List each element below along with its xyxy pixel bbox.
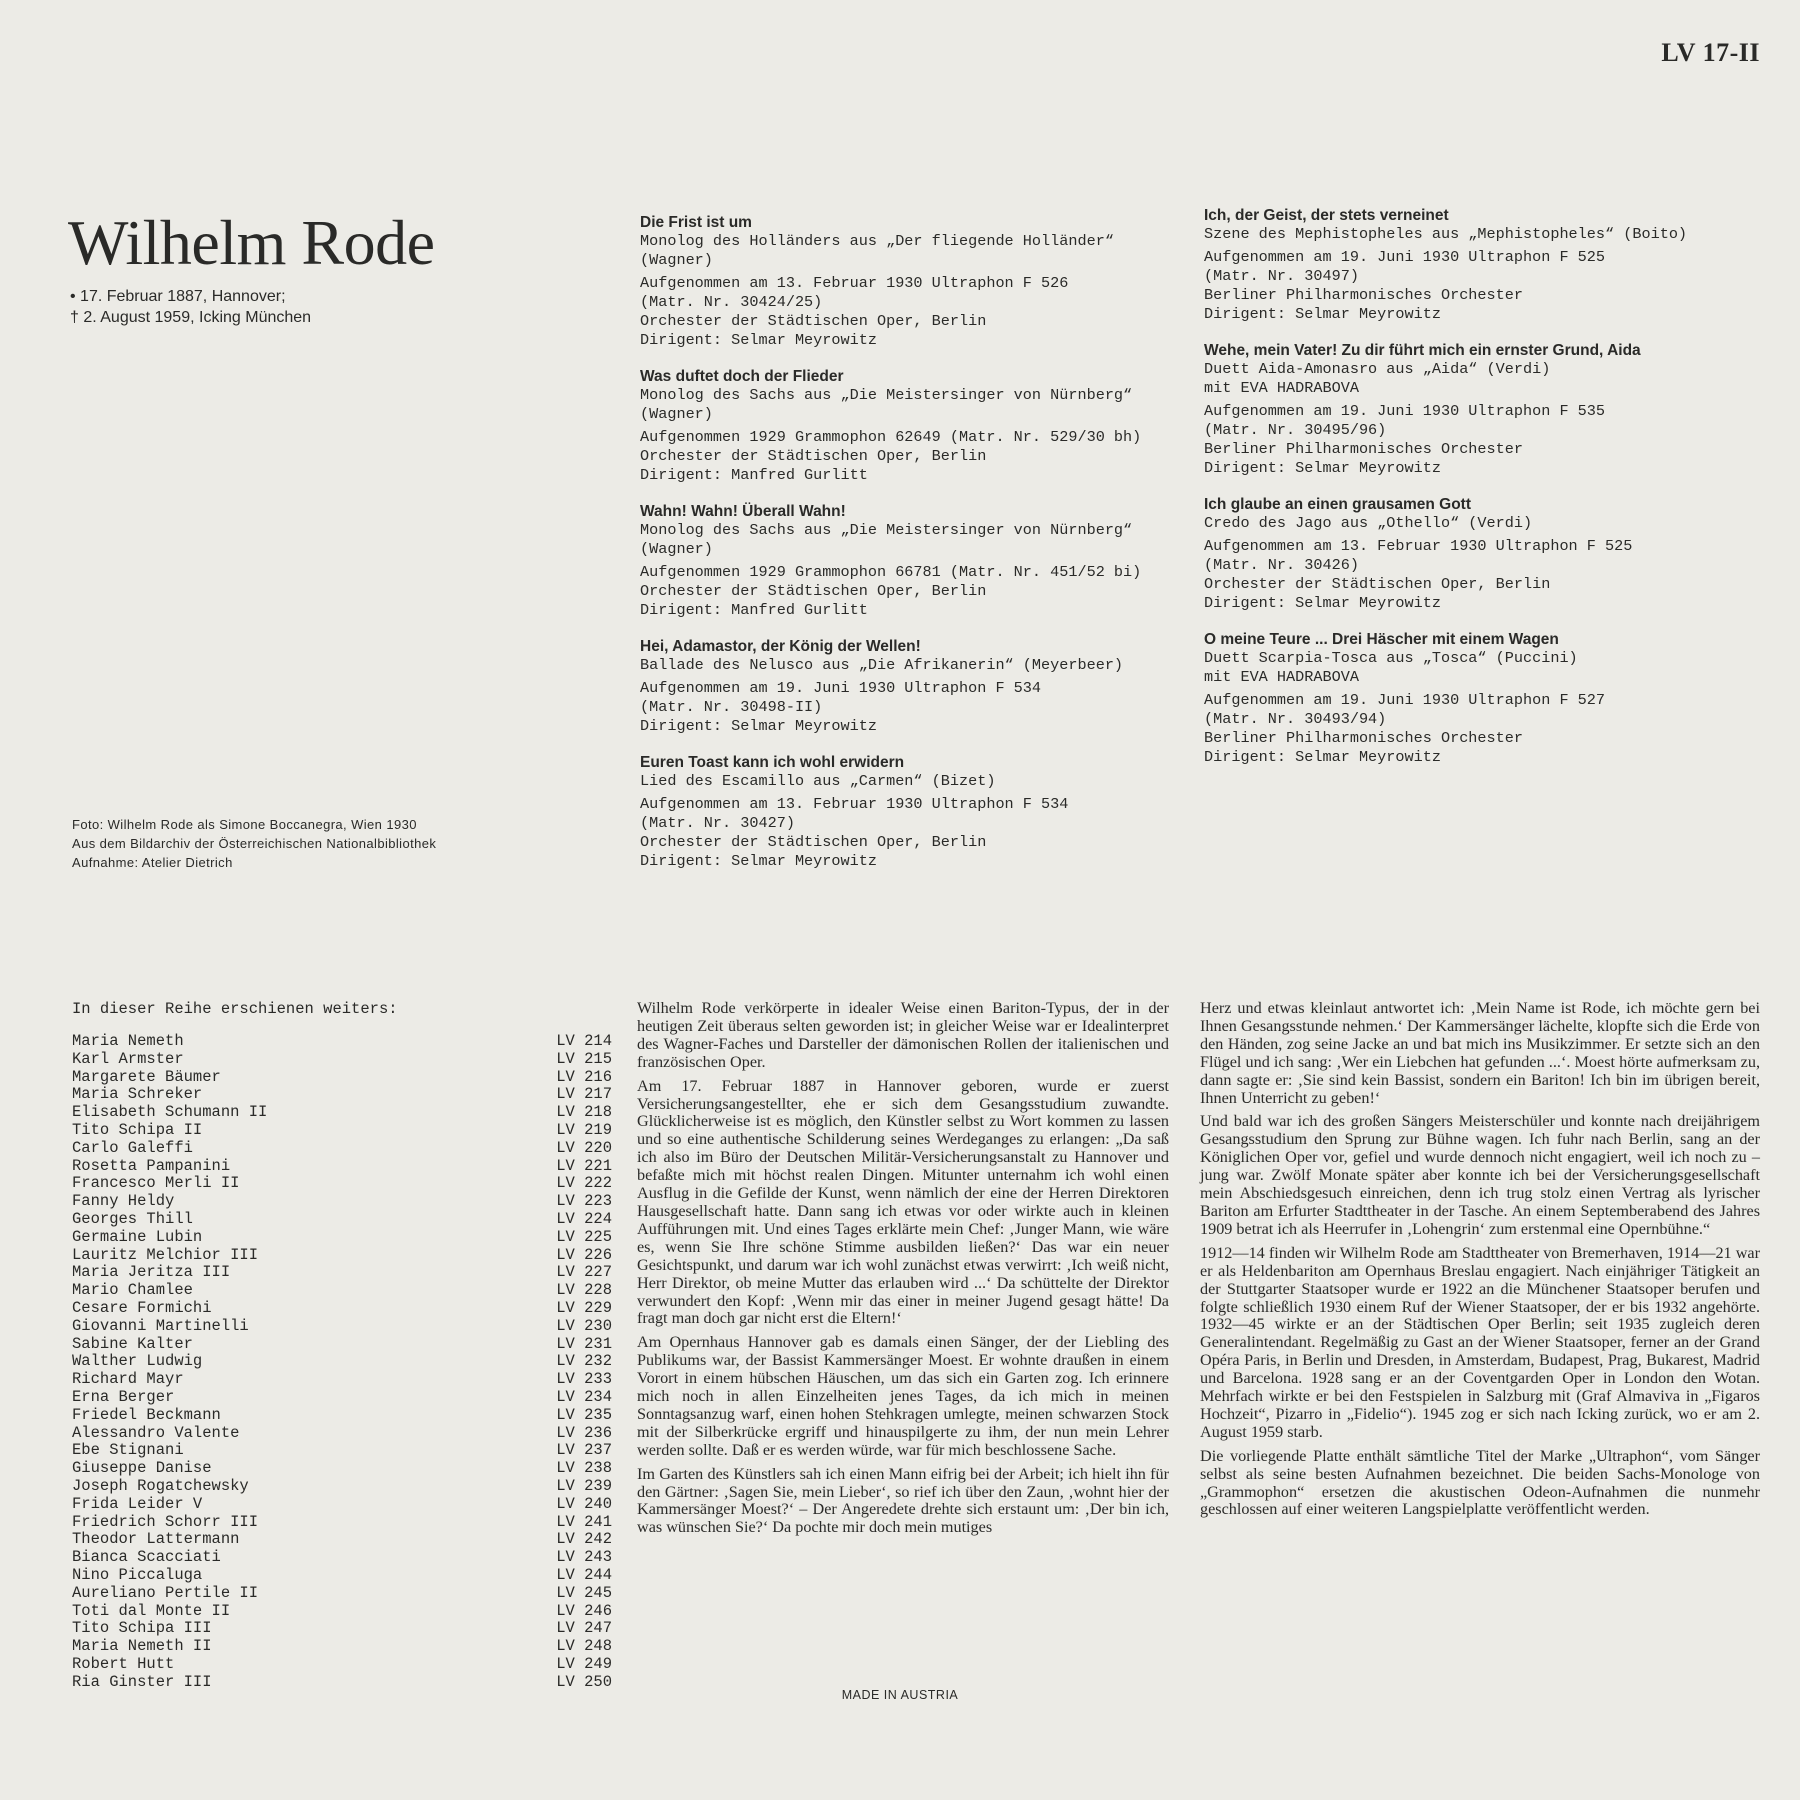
series-singer-name: Tito Schipa II [72, 1120, 203, 1139]
series-item [72, 1371, 612, 1389]
track-description: (Wagner) [640, 405, 713, 423]
track-title: O meine Teure ... Drei Häscher mit einem Wagen [1204, 631, 1559, 648]
series-item [72, 1585, 612, 1603]
series-catalog-number: LV 222 [556, 1174, 612, 1193]
track-recording-info: Aufgenommen am 19. Juni 1930 Ultraphon F 534 [640, 679, 1042, 697]
series-catalog-number: LV 228 [556, 1281, 612, 1300]
track-recording-info: Dirigent: Selmar Meyrowitz [640, 717, 877, 735]
series-catalog-number: LV 221 [556, 1156, 612, 1175]
series-singer-name: Toti dal Monte II [72, 1601, 231, 1620]
series-catalog-number: LV 240 [556, 1494, 612, 1513]
track-entry [1204, 341, 1764, 478]
track-recording-info: Dirigent: Manfred Gurlitt [640, 466, 868, 484]
track-entry [640, 367, 1190, 485]
series-item [72, 1460, 612, 1478]
series-catalog-number: LV 247 [556, 1619, 612, 1638]
track-recording-info: Dirigent: Selmar Meyrowitz [1204, 305, 1441, 323]
track-title: Hei, Adamastor, der König der Wellen! [640, 638, 921, 655]
series-item [72, 1603, 612, 1621]
series-catalog-number: LV 244 [556, 1565, 612, 1584]
track-title: Wehe, mein Vater! Zu dir führt mich ein ernster Grund, Aida [1204, 342, 1641, 359]
track-recording-info: Aufgenommen am 19. Juni 1930 Ultraphon F 525 [1204, 248, 1606, 266]
series-item [72, 1140, 612, 1158]
made-in-footer: MADE IN AUSTRIA [841, 1688, 959, 1702]
track-recording-info: Berliner Philharmonisches Orchester [1204, 729, 1523, 747]
series-singer-name: Joseph Rogatchewsky [72, 1476, 249, 1495]
series-singer-name: Giovanni Martinelli [72, 1316, 249, 1335]
biography-paragraph: Und bald war ich des großen Sängers Meisterschüler und konnte nach dreijährigem Gesangsstudium den Sprung zur Bühne wagen. Ich fuhr nach Berlin, sang an der Königlichen Oper vor, gefiel und wurde dennoch nicht engagiert, weil ich noch zu – jung war. Zwölf Monate später aber konnte ich bei der Versicherungsgesellschaft mein Abschiedsgesuch einreichen, denn ich trug stolz einen Vertrag als lyrischer Bariton am Erfurter Stadttheater in der Tasche. An einem Septemberabend des Jahres 1909 betrat ich als Heerrufer in ‚Lohengrin‘ zum erstenmal eine Opernbühne.“ [1200, 1112, 1760, 1238]
artist-dates [70, 286, 311, 328]
track-description: (Wagner) [640, 540, 713, 558]
track-description: Lied des Escamillo aus „Carmen“ (Bizet) [640, 772, 996, 790]
track-recording-info: Berliner Philharmonisches Orchester [1204, 440, 1523, 458]
series-catalog-number: LV 216 [556, 1067, 612, 1086]
series-singer-name: Elisabeth Schumann II [72, 1103, 268, 1122]
track-description: Monolog des Holländers aus „Der fliegende Holländer“ [640, 232, 1114, 250]
series-item [72, 1478, 612, 1496]
track-recording-info: Dirigent: Selmar Meyrowitz [1204, 748, 1441, 766]
series-item [72, 1104, 612, 1122]
photo-credit-line: Foto: Wilhelm Rode als Simone Boccanegra, Wien 1930 [72, 817, 417, 832]
series-singer-name: Maria Nemeth [72, 1032, 184, 1050]
series-singer-name: Erna Berger [72, 1387, 175, 1406]
track-entry [1204, 495, 1764, 613]
series-item [72, 1069, 612, 1087]
series-singer-name: Tito Schipa III [72, 1619, 212, 1638]
series-catalog-number: LV 214 [556, 1032, 612, 1050]
track-recording-info: (Matr. Nr. 30426) [1204, 556, 1359, 574]
track-entry [1204, 630, 1764, 767]
series-catalog-number: LV 234 [556, 1387, 612, 1406]
series-item [72, 1336, 612, 1354]
catalog-number: LV 17-II [1661, 38, 1760, 67]
track-recording-info: Dirigent: Selmar Meyrowitz [1204, 594, 1441, 612]
series-item [72, 1211, 612, 1229]
track-recording-info: Aufgenommen 1929 Grammophon 62649 (Matr. Nr. 529/30 bh) [640, 428, 1142, 446]
series-catalog-number: LV 215 [556, 1049, 612, 1068]
photo-credit-line: Aufnahme: Atelier Dietrich [72, 855, 233, 870]
track-title: Euren Toast kann ich wohl erwidern [640, 754, 905, 771]
track-recording-info: (Matr. Nr. 30495/96) [1204, 421, 1387, 439]
series-item [72, 1175, 612, 1193]
series-catalog-number: LV 238 [556, 1459, 612, 1478]
series-catalog-number: LV 249 [556, 1654, 612, 1673]
series-catalog-number: LV 223 [556, 1192, 612, 1211]
track-recording-info: Dirigent: Selmar Meyrowitz [1204, 459, 1441, 477]
biography-paragraph: 1912—14 finden wir Wilhelm Rode am Stadttheater von Bremerhaven, 1914—21 war er als Heldenbariton am Opernhaus Breslau engagiert. Nach einjähriger Tätigkeit an der Stuttgarter Staatsoper wurde er 1922 an die Münchener Staatsoper berufen und folgte schließlich 1930 einem Ruf der Wiener Staatsoper, der er bis 1932 angehörte. 1932—45 wirkte er an der Städtischen Oper Berlin; seit 1935 zugleich deren Generalintendant. Regelmäßig zu Gast an der Wiener Staatsoper, ferner an der Grand Opéra Paris, in Berlin und Dresden, in Amsterdam, Budapest, Prag, Bukarest, Madrid und Barcelona. 1928 sang er an der Coventgarden Oper in London den Wotan. Mehrfach wirkte er bei den Festspielen in Salzburg mit (Graf Almaviva in „Figaros Hochzeit“, Pizarro in „Fidelio“). 1945 zog er sich nach Icking zurück, wo er am 2. August 1959 starb. [1200, 1243, 1760, 1441]
series-singer-name: Robert Hutt [72, 1654, 175, 1673]
track-recording-info: Aufgenommen am 19. Juni 1930 Ultraphon F 527 [1204, 691, 1606, 709]
series-item [72, 1282, 612, 1300]
track-description: Credo des Jago aus „Othello“ (Verdi) [1204, 514, 1533, 532]
series-singer-name: Rosetta Pampanini [72, 1156, 231, 1175]
photo-credit-line: Aus dem Bildarchiv der Österreichischen Nationalbibliothek [72, 836, 437, 851]
series-singer-name: Georges Thill [72, 1209, 193, 1228]
series-catalog-number: LV 246 [556, 1601, 612, 1620]
series-item [72, 1496, 612, 1514]
track-entry [640, 637, 1190, 736]
series-item [72, 1407, 612, 1425]
series-item [72, 1158, 612, 1176]
series-singer-name: Alessandro Valente [72, 1423, 240, 1442]
series-catalog-number: LV 248 [556, 1637, 612, 1656]
series-catalog-number: LV 239 [556, 1476, 612, 1495]
biography-paragraph: Die vorliegende Platte enthält sämtliche Titel der Marke „Ultraphon“, vom Sänger selbst als seine besten Aufnahmen bezeichnet. Die beiden Sachs-Monologe von „Grammophon“ ersetzen die akustischen Odeon-Aufnahmen die nunmehr geschlossen auf einer weiteren Langspielplatte veröffentlicht werden. [1200, 1446, 1760, 1519]
track-recording-info: Dirigent: Selmar Meyrowitz [640, 331, 877, 349]
series-catalog-number: LV 250 [556, 1672, 612, 1691]
track-description: mit EVA HADRABOVA [1204, 379, 1359, 397]
series-singer-name: Germaine Lubin [72, 1227, 203, 1246]
series-catalog-number: LV 217 [556, 1085, 612, 1104]
track-title: Ich, der Geist, der stets verneinet [1204, 207, 1449, 224]
series-item [72, 1425, 612, 1443]
series-singer-name: Richard Mayr [72, 1370, 184, 1389]
track-description: (Wagner) [640, 251, 713, 269]
series-item [72, 1620, 612, 1638]
series-catalog-number: LV 232 [556, 1352, 612, 1371]
track-description: Monolog des Sachs aus „Die Meistersinger von Nürnberg“ [640, 386, 1133, 404]
series-singer-name: Karl Armster [72, 1049, 184, 1068]
series-item [72, 1300, 612, 1318]
biography-column-2 [1200, 1000, 1760, 1525]
series-singer-name: Frida Leider V [72, 1494, 203, 1513]
series-singer-name: Cesare Formichi [72, 1298, 212, 1317]
track-recording-info: Dirigent: Manfred Gurlitt [640, 601, 868, 619]
track-description: mit EVA HADRABOVA [1204, 668, 1359, 686]
biography-paragraph: Im Garten des Künstlers sah ich einen Mann eifrig bei der Arbeit; ich hielt ihn für den Gärtner: ‚Sagen Sie, mein Lieber‘, so rief ich über den Zaun, ‚wohnt hier der Kammersänger Moest?‘ – Der Angeredete drehte sich erstaunt um: ‚Der bin ich, was wünschen Sie?‘ Da pochte mir doch mein mutiges [637, 1464, 1169, 1537]
photo-credit [72, 815, 436, 872]
series-catalog-number: LV 242 [556, 1530, 612, 1549]
series-item [72, 1353, 612, 1371]
series-singer-name: Walther Ludwig [72, 1352, 203, 1371]
series-singer-name: Maria Schreker [72, 1085, 203, 1104]
track-description: Ballade des Nelusco aus „Die Afrikanerin“ (Meyerbeer) [640, 656, 1124, 674]
series-item [72, 1051, 612, 1069]
series-singer-name: Bianca Scacciati [72, 1548, 221, 1567]
track-recording-info: Orchester der Städtischen Oper, Berlin [640, 582, 987, 600]
series-item [72, 1318, 612, 1336]
series-item [72, 1549, 612, 1567]
series-catalog-number: LV 229 [556, 1298, 612, 1317]
track-recording-info: Aufgenommen am 19. Juni 1930 Ultraphon F 535 [1204, 402, 1606, 420]
series-item [72, 1264, 612, 1282]
track-title: Ich glaube an einen grausamen Gott [1204, 496, 1471, 513]
track-title: Die Frist ist um [640, 214, 752, 231]
series-singer-name: Maria Jeritza III [72, 1263, 231, 1282]
track-recording-info: (Matr. Nr. 30497) [1204, 267, 1359, 285]
series-item [72, 1514, 612, 1532]
series-singer-name: Giuseppe Danise [72, 1459, 212, 1478]
birth-date: • 17. Februar 1887, Hannover; [70, 288, 286, 305]
track-recording-info: (Matr. Nr. 30427) [640, 814, 795, 832]
series-singer-name: Carlo Galeffi [72, 1138, 193, 1157]
track-entry [640, 753, 1190, 871]
series-catalog-number: LV 230 [556, 1316, 612, 1335]
track-recording-info: Aufgenommen 1929 Grammophon 66781 (Matr. Nr. 451/52 bi) [640, 563, 1142, 581]
biography-column-1 [637, 1000, 1169, 1543]
series-item [72, 1656, 612, 1674]
track-recording-info: Orchester der Städtischen Oper, Berlin [640, 447, 987, 465]
series-catalog-number: LV 219 [556, 1120, 612, 1139]
track-entry [640, 502, 1190, 620]
track-recording-info: Berliner Philharmonisches Orchester [1204, 286, 1523, 304]
series-singer-name: Mario Chamlee [72, 1281, 193, 1300]
series-singer-name: Friedrich Schorr III [72, 1512, 259, 1531]
series-catalog-number: LV 224 [556, 1209, 612, 1228]
track-entry [1204, 206, 1764, 324]
series-singer-name: Francesco Merli II [72, 1174, 240, 1193]
track-recording-info: (Matr. Nr. 30424/25) [640, 293, 823, 311]
track-description: Duett Scarpia-Tosca aus „Tosca“ (Puccini) [1204, 649, 1578, 667]
series-item [72, 1531, 612, 1549]
series-catalog-number: LV 226 [556, 1245, 612, 1264]
series-singer-name: Maria Nemeth II [72, 1637, 212, 1656]
series-item [72, 1122, 612, 1140]
track-description: Monolog des Sachs aus „Die Meistersinger von Nürnberg“ [640, 521, 1133, 539]
series-catalog-number: LV 245 [556, 1583, 612, 1602]
biography-paragraph: Am 17. Februar 1887 in Hannover geboren, wurde er zuerst Versicherungsangestellter, ehe er sich dem Gesangsstudium zuwandte. Glücklicherweise ist es möglich, den Künstler selbst zu Wort kommen zu lassen und so eine authentische Schilderung seines Werdeganges zu erlangen: „Da saß ich also im Büro der Deutschen Militär-Versicherungsanstalt zu Hannover und befaßte mich mit höchst realen Dingen. Mitunter unternahm ich wohl einen Ausflug in die Gefilde der Kunst, wenn nämlich der eine der Herren Direktoren Hausgesellschaft hatte. Dann sang ich etwas vor oder wirkte auch in kleinen Aufführungen mit. Und eines Tages erklärte mein Chef: ‚Junger Mann, wie wäre es, wenn Sie Ihre schöne Stimme ausbilden ließen?‘ Das war ein neuer Gesichtspunkt, und darum war ich wohl zunächst etwas verwirrt: ‚Ich weiß nicht, Herr Direktor, ob meine Mutter das erlauben wird ...‘ Da schüttelte der Direktor verwundert den Kopf: ‚Wenn mir das einer in meiner Jugend gesagt hätte! Da fragt man doch gar nicht erst die Eltern!‘ [637, 1076, 1169, 1328]
series-singer-name: Ebe Stignani [72, 1441, 184, 1460]
biography-paragraph: Am Opernhaus Hannover gab es damals einen Sänger, der der Liebling des Publikums war, der Bassist Kammersänger Moest. Er wohnte draußen in einem Vorort in einem hübschen Häuschen, um das sich ein Garten zog. Ich erinnere mich noch in allen Einzelheiten jenes Tages, da ich mich in meinen Sonntagsanzug warf, einen hohen Stehkragen umlegte, meinen schwarzen Stock mit der Silberkrücke ergriff und hinauspilgerte zu ihm, der nun mein Lehrer werden sollte. Daß er es werden würde, war für mich beschlossene Sache. [637, 1333, 1169, 1459]
series-item [72, 1567, 612, 1585]
series-catalog-number: LV 235 [556, 1405, 612, 1424]
series-item [72, 1086, 612, 1104]
series-singer-name: Sabine Kalter [72, 1334, 193, 1353]
biography-paragraph: Herz und etwas kleinlaut antwortet ich: ‚Mein Name ist Rode, ich möchte gern bei Ihnen Gesangsstunde nehmen.‘ Der Kammersänger lächelte, klopfte sich die Erde von den Händen, zog seine Jacke an und bat mich ins Musikzimmer. Er setzte sich an den Flügel und ich sang: ‚Wer ein Liebchen hat gefunden ...‘. Moest hörte aufmerksam zu, dann sagte er: ‚Sie sind kein Bassist, sondern ein Bariton! Ich bin im übrigen bereit, Ihnen Unterricht zu geben!‘ [1200, 999, 1760, 1107]
series-catalog-number: LV 236 [556, 1423, 612, 1442]
series-list [72, 1000, 612, 1691]
series-catalog-number: LV 225 [556, 1227, 612, 1246]
track-recording-info: Orchester der Städtischen Oper, Berlin [640, 312, 987, 330]
biography-paragraph: Wilhelm Rode verkörperte in idealer Weise einen Bariton-Typus, der in der heutigen Zeit überaus selten geworden ist; in gleicher Weise war er Idealinterpret des Wagner-Faches und Darsteller der dämonischen Rollen der italienischen und französischen Oper. [637, 999, 1169, 1071]
series-singer-name: Friedel Beckmann [72, 1405, 221, 1424]
series-singer-name: Nino Piccaluga [72, 1565, 203, 1584]
track-recording-info: Aufgenommen am 13. Februar 1930 Ultraphon F 525 [1204, 537, 1633, 555]
series-singer-name: Margarete Bäumer [72, 1067, 221, 1086]
series-heading: In dieser Reihe erschienen weiters: [72, 1000, 398, 1018]
artist-name: Wilhelm Rode [68, 207, 435, 278]
series-rows [72, 1033, 612, 1691]
death-date: † 2. August 1959, Icking München [70, 309, 312, 326]
series-item [72, 1389, 612, 1407]
series-singer-name: Theodor Lattermann [72, 1530, 240, 1549]
track-recording-info: (Matr. Nr. 30493/94) [1204, 710, 1387, 728]
track-title: Was duftet doch der Flieder [640, 368, 844, 385]
series-catalog-number: LV 241 [556, 1512, 612, 1531]
series-singer-name: Ria Ginster III [72, 1672, 212, 1691]
series-item [72, 1442, 612, 1460]
track-description: Szene des Mephistopheles aus „Mephistopheles“ (Boito) [1204, 225, 1688, 243]
track-recording-info: Aufgenommen am 13. Februar 1930 Ultraphon F 534 [640, 795, 1069, 813]
track-entry [640, 213, 1190, 350]
track-recording-info: Orchester der Städtischen Oper, Berlin [1204, 575, 1551, 593]
series-item [72, 1229, 612, 1247]
series-item [72, 1193, 612, 1211]
series-catalog-number: LV 243 [556, 1548, 612, 1567]
series-singer-name: Fanny Heldy [72, 1192, 175, 1211]
series-catalog-number: LV 237 [556, 1441, 612, 1460]
series-catalog-number: LV 227 [556, 1263, 612, 1282]
track-recording-info: Orchester der Städtischen Oper, Berlin [640, 833, 987, 851]
series-catalog-number: LV 220 [556, 1138, 612, 1157]
series-item [72, 1247, 612, 1265]
series-catalog-number: LV 231 [556, 1334, 612, 1353]
series-catalog-number: LV 233 [556, 1370, 612, 1389]
track-list-column-2 [1204, 206, 1764, 784]
series-item [72, 1638, 612, 1656]
track-recording-info: Aufgenommen am 13. Februar 1930 Ultraphon F 526 [640, 274, 1069, 292]
track-list-column-1 [640, 213, 1190, 888]
track-description: Duett Aida-Amonasro aus „Aida“ (Verdi) [1204, 360, 1551, 378]
track-recording-info: (Matr. Nr. 30498-II) [640, 698, 823, 716]
track-recording-info: Dirigent: Selmar Meyrowitz [640, 852, 877, 870]
series-catalog-number: LV 218 [556, 1103, 612, 1122]
series-singer-name: Aureliano Pertile II [72, 1583, 259, 1602]
series-item [72, 1033, 612, 1051]
track-title: Wahn! Wahn! Überall Wahn! [640, 503, 846, 520]
series-singer-name: Lauritz Melchior III [72, 1245, 259, 1264]
